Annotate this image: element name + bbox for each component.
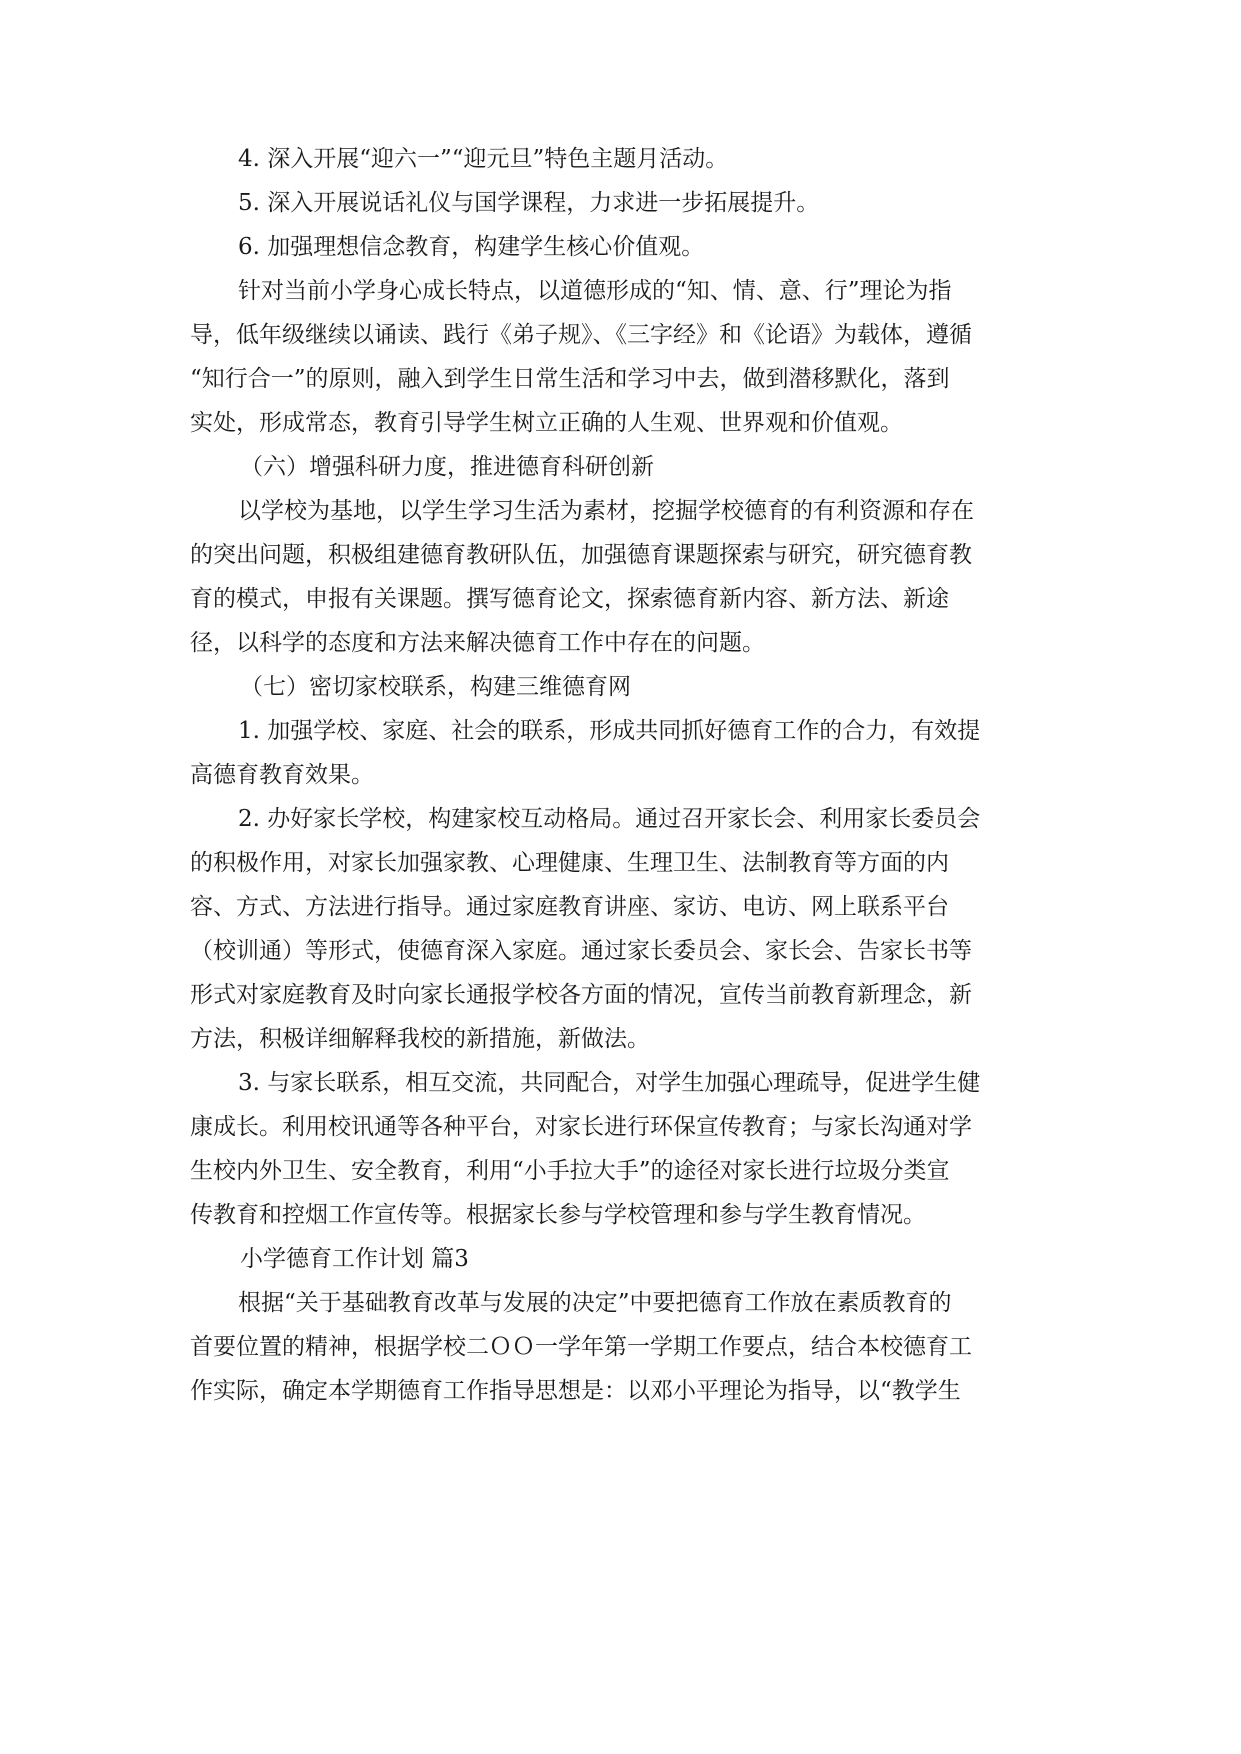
paragraph-line: 的积极作用，对家长加强家教、心理健康、生理卫生、法制教育等方面的内 [190, 850, 949, 876]
paragraph-line: 1. 加强学校、家庭、社会的联系，形成共同抓好德育工作的合力，有效提 [238, 718, 981, 744]
section-heading-7: （七）密切家校联系，构建三维德育网 [240, 674, 631, 700]
paragraph-line: 径，以科学的态度和方法来解决德育工作中存在的问题。 [190, 630, 765, 656]
paragraph-line: “知行合一”的原则，融入到学生日常生活和学习中去，做到潜移默化，落到 [190, 366, 950, 392]
list-item-5: 5. 深入开展说话礼仪与国学课程，力求进一步拓展提升。 [238, 190, 820, 216]
paragraph-line: 形式对家庭教育及时向家长通报学校各方面的情况，宣传当前教育新理念，新 [190, 982, 972, 1008]
list-item-6: 6. 加强理想信念教育，构建学生核心价值观。 [238, 234, 705, 260]
paragraph-line: 康成长。利用校讯通等各种平台，对家长进行环保宣传教育；与家长沟通对学 [190, 1114, 972, 1140]
paragraph-line: 根据“关于基础教育改革与发展的决定”中要把德育工作放在素质教育的 [238, 1290, 952, 1316]
section-heading-6: （六）增强科研力度，推进德育科研创新 [240, 454, 654, 480]
paragraph-line: 高德育教育效果。 [190, 762, 374, 788]
paragraph-line: 首要位置的精神，根据学校二ＯＯ一学年第一学期工作要点，结合本校德育工 [190, 1334, 972, 1360]
paragraph-line: 方法，积极详细解释我校的新措施，新做法。 [190, 1026, 650, 1052]
list-item-4: 4. 深入开展“迎六一”“迎元旦”特色主题月活动。 [238, 146, 729, 172]
paragraph-line: 传教育和控烟工作宣传等。根据家长参与学校管理和参与学生教育情况。 [190, 1202, 926, 1228]
paragraph-line: 的突出问题，积极组建德育教研队伍，加强德育课题探索与研究，研究德育教 [190, 542, 972, 568]
paragraph-line: 导，低年级继续以诵读、践行《弟子规》、《三字经》和《论语》为载体，遵循 [190, 322, 972, 348]
paragraph-line: 作实际，确定本学期德育工作指导思想是：以邓小平理论为指导，以“教学生 [190, 1378, 961, 1404]
article-title: 小学德育工作计划 篇3 [240, 1246, 469, 1272]
paragraph-line: （校训通）等形式，使德育深入家庭。通过家长委员会、家长会、告家长书等 [190, 938, 972, 964]
paragraph-line: 2. 办好家长学校，构建家校互动格局。通过召开家长会、利用家长委员会 [238, 806, 981, 832]
paragraph-line: 针对当前小学身心成长特点，以道德形成的“知、情、意、行”理论为指 [238, 278, 952, 304]
paragraph-line: 以学校为基地，以学生学习生活为素材，挖掘学校德育的有利资源和存在 [238, 498, 974, 524]
paragraph-line: 实处，形成常态，教育引导学生树立正确的人生观、世界观和价值观。 [190, 410, 903, 436]
paragraph-line: 容、方式、方法进行指导。通过家庭教育讲座、家访、电访、网上联系平台 [190, 894, 949, 920]
paragraph-line: 育的模式，申报有关课题。撰写德育论文，探索德育新内容、新方法、新途 [190, 586, 949, 612]
paragraph-line: 3. 与家长联系，相互交流，共同配合，对学生加强心理疏导，促进学生健 [238, 1070, 981, 1096]
paragraph-line: 生校内外卫生、安全教育，利用“小手拉大手”的途径对家长进行垃圾分类宣 [190, 1158, 950, 1184]
